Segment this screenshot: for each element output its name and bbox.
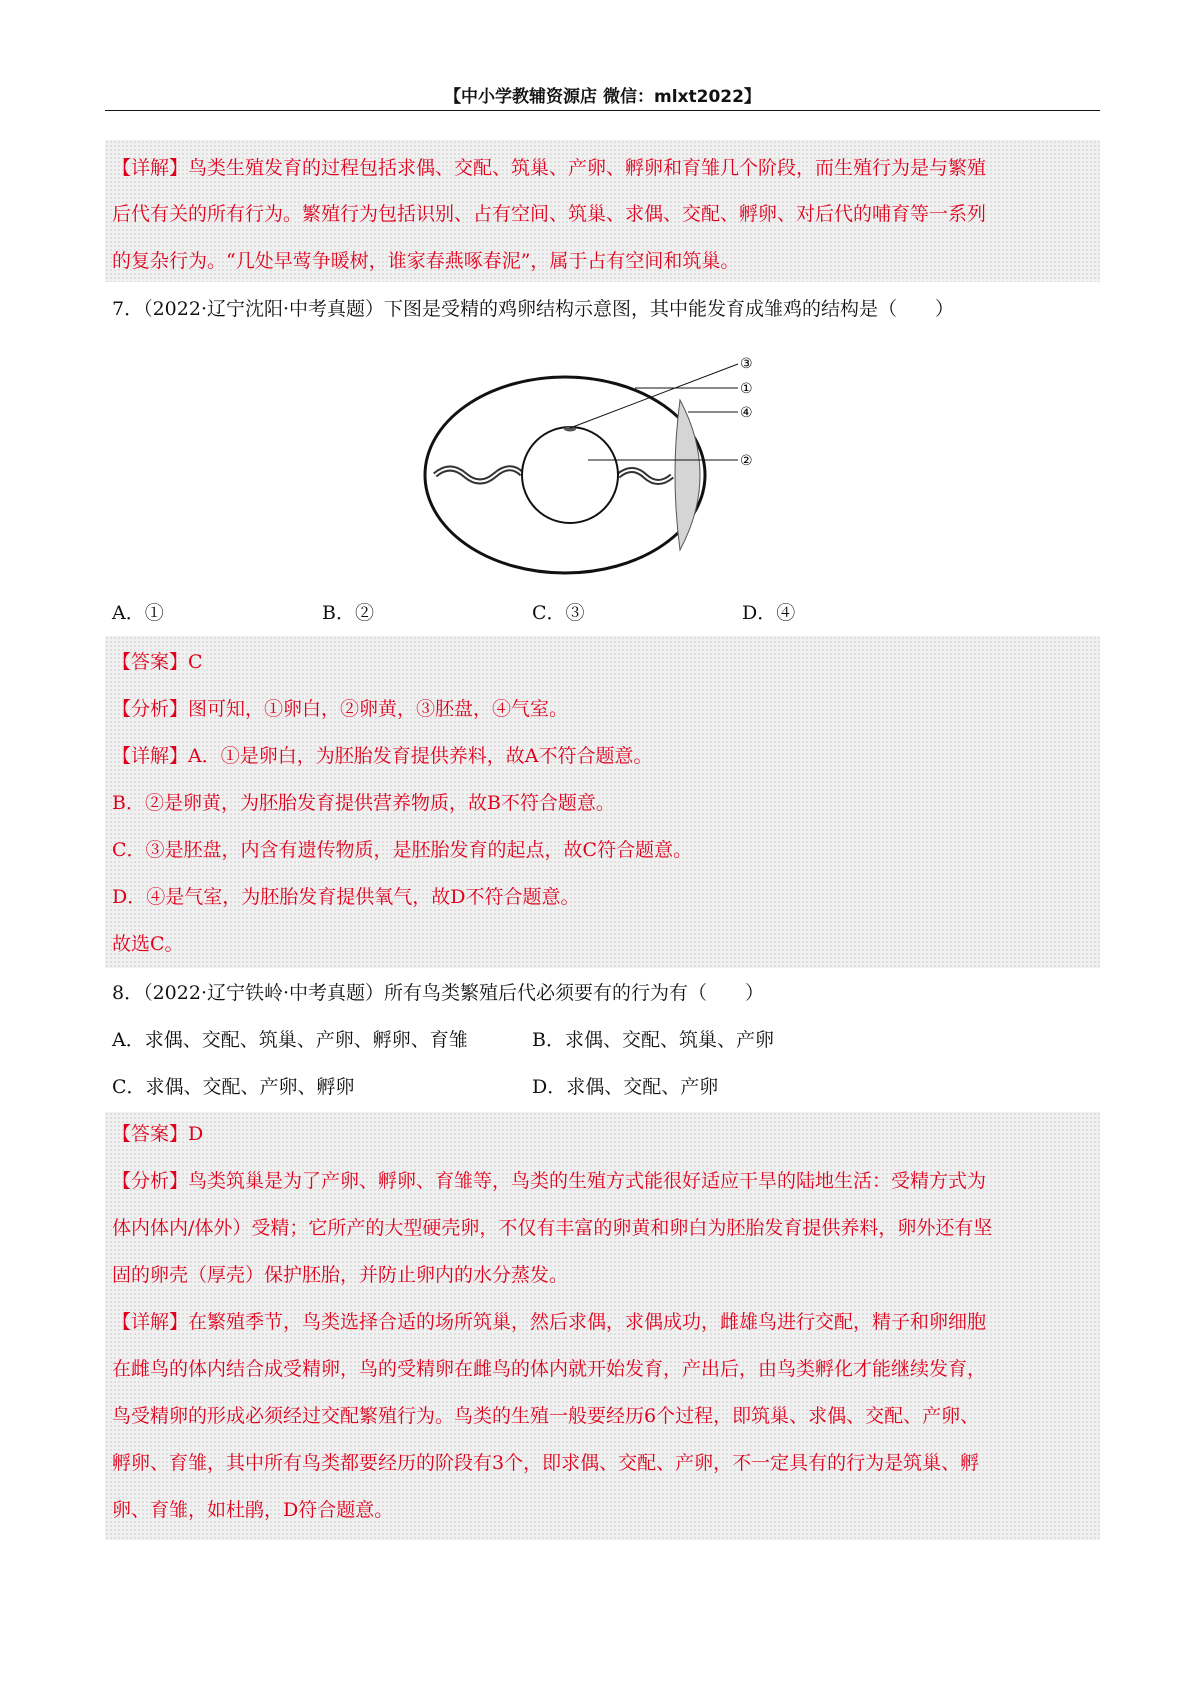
q7-conclusion: 故选C。 [112, 933, 184, 955]
prev-detail-line-2: 后代有关的所有行为。繁殖行为包括识别、占有空间、筑巢、求偶、交配、孵卵、对后代的哺育等一系列 [112, 203, 987, 225]
label-1: ① [740, 381, 753, 397]
q8-option-c: C．求偶、交配、产卵、孵卵 [112, 1076, 355, 1098]
q8-analysis-line-2: 体内体内/体外）受精；它所产的大型硬壳卵，不仅有丰富的卵黄和卵白为胚胎发育提供养料，卵外还有坚 [112, 1217, 993, 1239]
q7-option-b: B．② [322, 602, 374, 624]
q8-option-d: D．求偶、交配、产卵 [532, 1076, 719, 1098]
q7-detail-b: B．②是卵黄，为胚胎发育提供营养物质，故B不符合题意。 [112, 792, 615, 814]
label-4: ④ [740, 405, 753, 421]
yolk [522, 427, 618, 523]
q8-stem: 8．（2022·辽宁铁岭·中考真题）所有鸟类繁殖后代必须要有的行为有（ ） [112, 982, 765, 1004]
q8-detail-line-1: 【详解】在繁殖季节，鸟类选择合适的场所筑巢，然后求偶，求偶成功，雌雄鸟进行交配，精子和卵细胞 [112, 1311, 987, 1333]
q8-detail-line-2: 在雌鸟的体内结合成受精卵，鸟的受精卵在雌鸟的体内就开始发育，产出后，由鸟类孵化才能继续发育， [112, 1358, 987, 1380]
q8-option-a: A．求偶、交配、筑巢、产卵、孵卵、育雏 [112, 1029, 468, 1051]
q8-detail-line-4: 孵卵、育雏，其中所有鸟类都要经历的阶段有3个，即求偶、交配、产卵，不一定具有的行为是筑巢、孵 [112, 1452, 980, 1474]
q7-detail-a: 【详解】A．①是卵白，为胚胎发育提供养料，故A不符合题意。 [112, 745, 653, 767]
q7-option-a: A．① [112, 602, 164, 624]
q7-analysis: 【分析】图可知，①卵白，②卵黄，③胚盘，④气室。 [112, 698, 569, 720]
air-cell [675, 400, 700, 550]
prev-detail-line-1: 【详解】鸟类生殖发育的过程包括求偶、交配、筑巢、产卵、孵卵和育雏几个阶段，而生殖行为是与繁殖 [112, 157, 987, 179]
q8-answer: 【答案】D [112, 1123, 204, 1145]
label-2: ② [740, 453, 753, 469]
q7-stem: 7．（2022·辽宁沈阳·中考真题）下图是受精的鸡卵结构示意图，其中能发育成雏鸡的结构是（ ） [112, 298, 955, 320]
q7-detail-c: C．③是胚盘，内含有遗传物质，是胚胎发育的起点，故C符合题意。 [112, 839, 693, 861]
page-header: 【中小学教辅资源店 微信：mlxt2022】 [444, 87, 761, 107]
label-3: ③ [740, 356, 753, 372]
q8-analysis-line-1: 【分析】鸟类筑巢是为了产卵、孵卵、育雏等，鸟类的生殖方式能很好适应干旱的陆地生活：受精方式为 [112, 1170, 987, 1192]
egg-structure-diagram [420, 356, 780, 575]
q8-detail-line-5: 卵、育雏，如杜鹃，D符合题意。 [112, 1499, 394, 1521]
q8-analysis-line-3: 固的卵壳（厚壳）保护胚胎，并防止卵内的水分蒸发。 [112, 1264, 569, 1286]
q7-option-c: C．③ [532, 602, 585, 624]
q7-detail-d: D．④是气室，为胚胎发育提供氧气，故D不符合题意。 [112, 886, 580, 908]
q8-option-b: B．求偶、交配、筑巢、产卵 [532, 1029, 774, 1051]
q8-detail-line-3: 鸟受精卵的形成必须经过交配繁殖行为。鸟类的生殖一般要经历6个过程，即筑巢、求偶、交配、产卵、 [112, 1405, 980, 1427]
germinal-disc [564, 427, 576, 432]
prev-detail-line-3: 的复杂行为。“几处早莺争暖树，谁家春燕啄春泥”，属于占有空间和筑巢。 [112, 250, 740, 272]
header-divider [105, 110, 1100, 111]
q7-answer: 【答案】C [112, 651, 203, 673]
q7-option-d: D．④ [742, 602, 796, 624]
